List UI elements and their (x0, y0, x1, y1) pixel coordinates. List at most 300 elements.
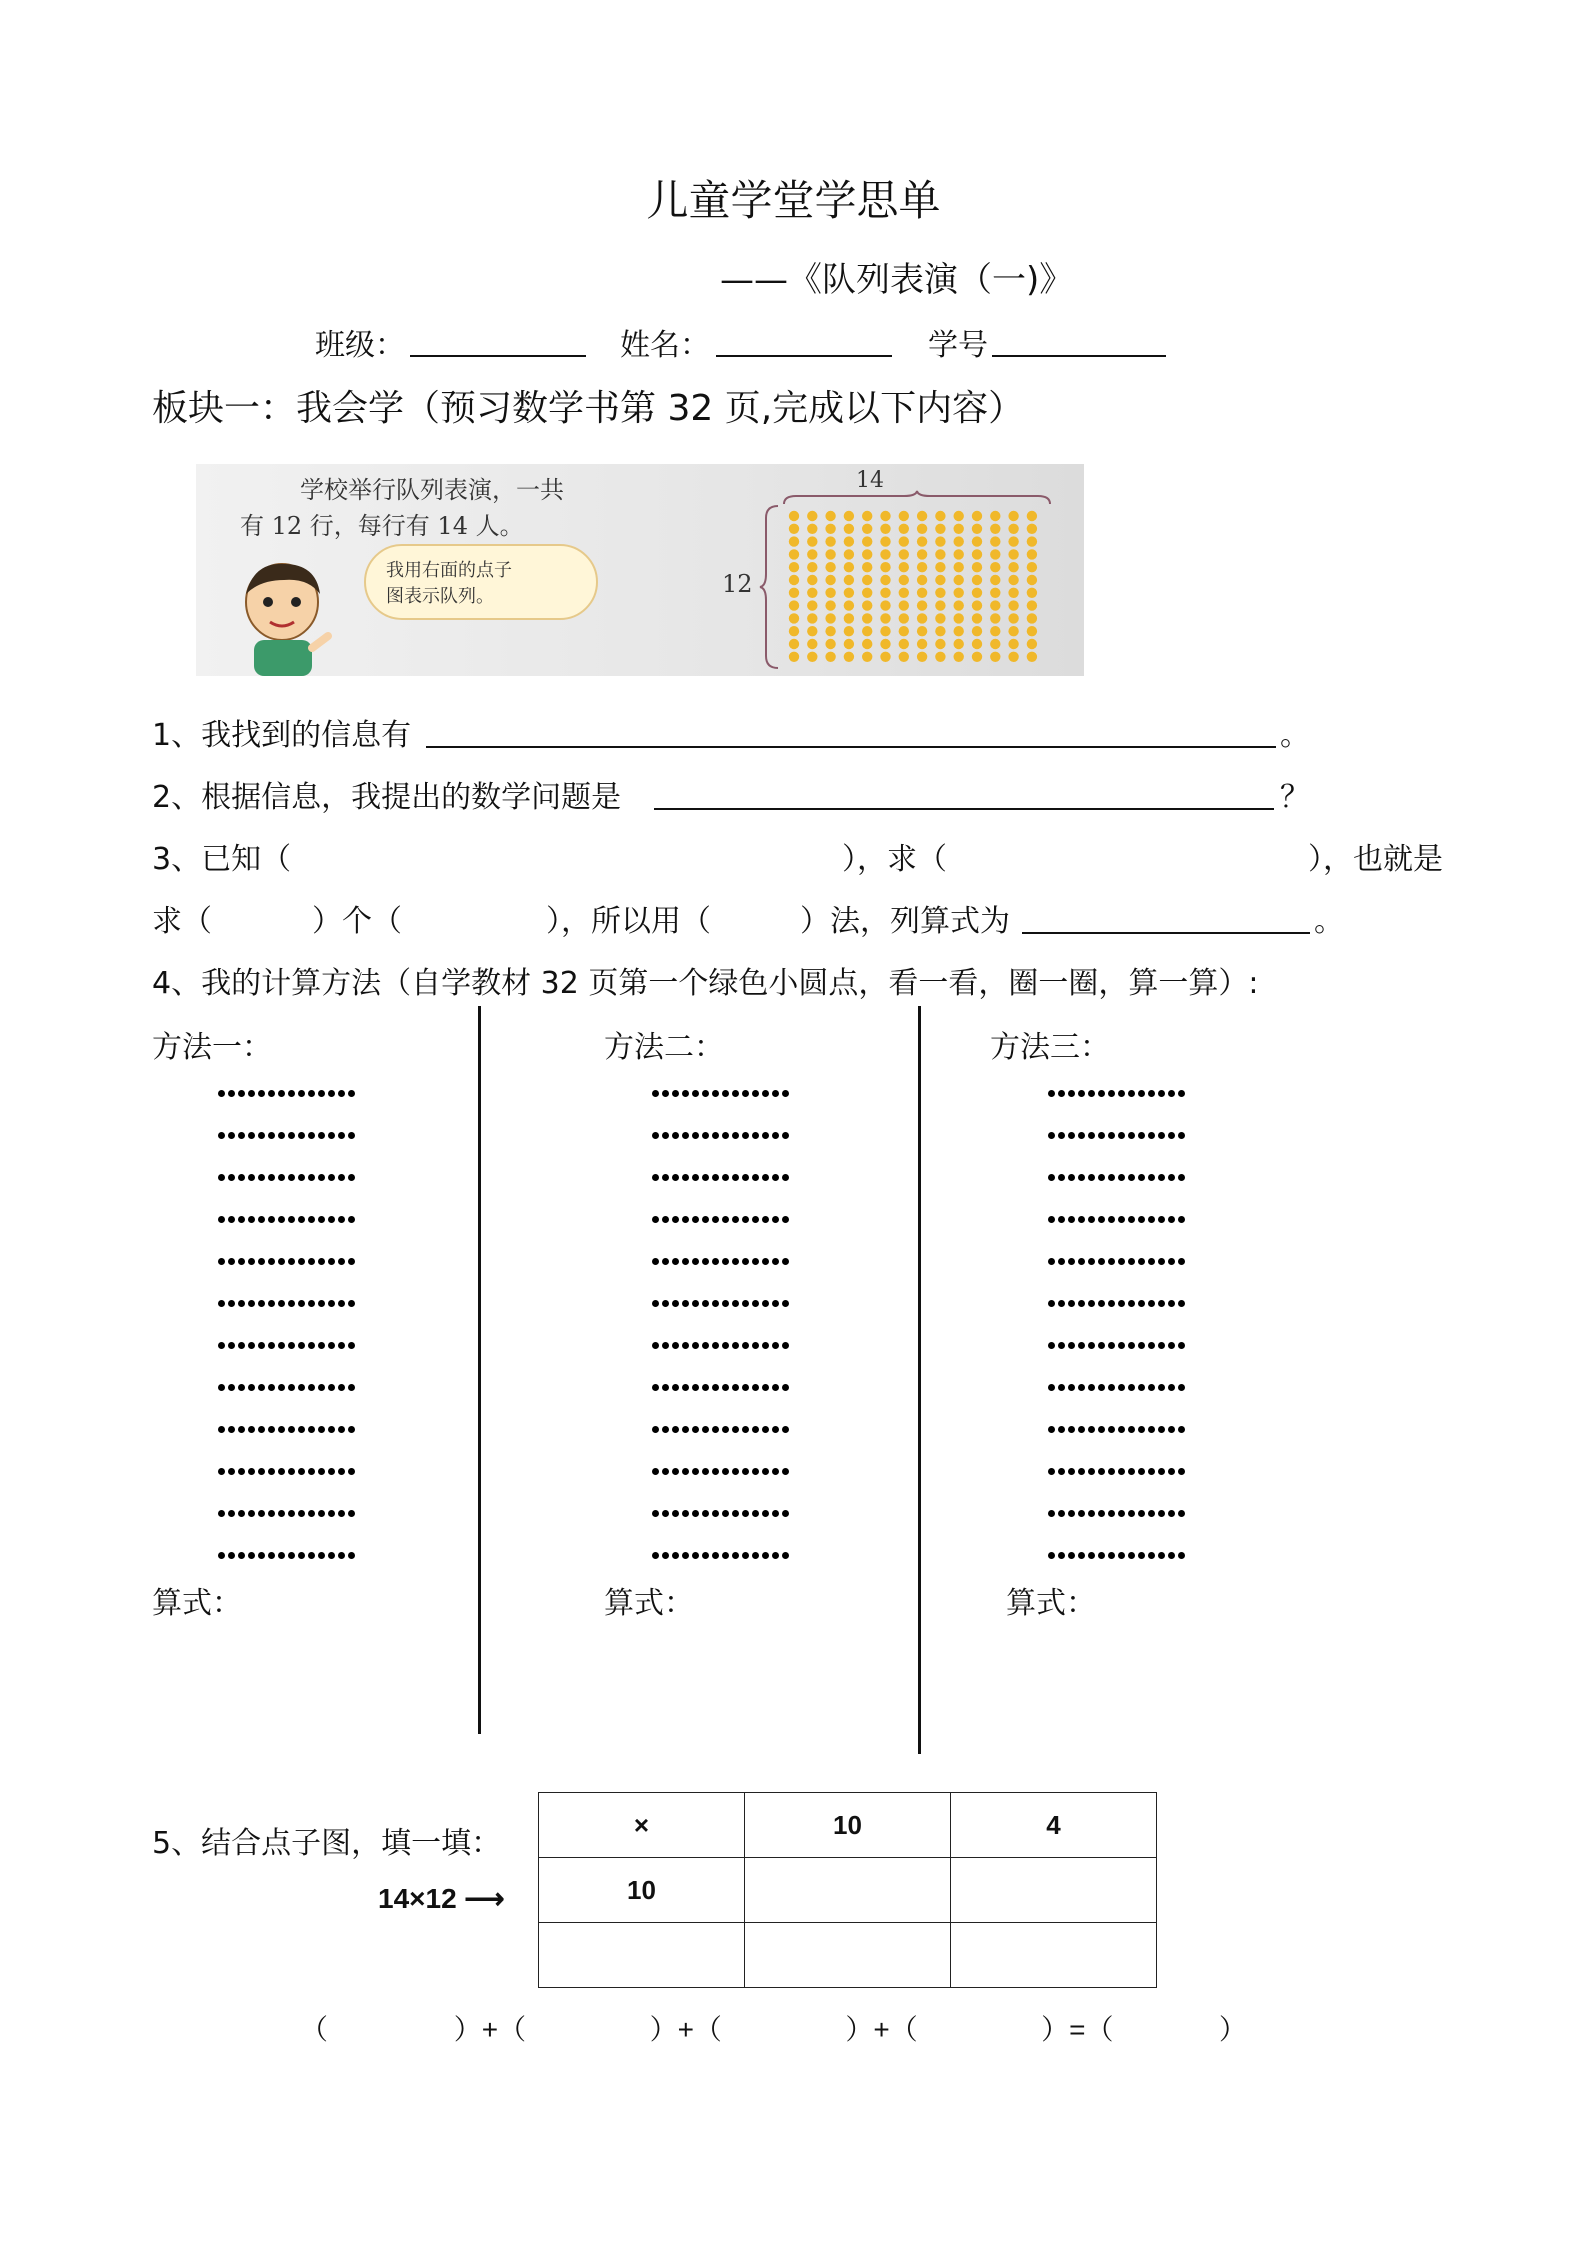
dot (338, 1384, 345, 1391)
dot (1128, 1426, 1135, 1433)
gold-dot (935, 652, 945, 662)
dot (1138, 1216, 1145, 1223)
dot (278, 1426, 285, 1433)
dot (348, 1468, 355, 1475)
dot-row (652, 1408, 792, 1450)
dot (752, 1216, 759, 1223)
dot (278, 1384, 285, 1391)
dot (338, 1426, 345, 1433)
gold-dot (825, 524, 835, 534)
dot-row (1048, 1408, 1188, 1450)
table-answer-cell[interactable] (951, 1858, 1157, 1923)
dot (712, 1132, 719, 1139)
dot (712, 1510, 719, 1517)
dot (702, 1342, 709, 1349)
gold-dot (862, 600, 872, 610)
dot (218, 1552, 225, 1559)
gold-dot (899, 511, 909, 521)
dot (348, 1258, 355, 1265)
dot (1178, 1384, 1185, 1391)
gold-dot (954, 639, 964, 649)
dot (1148, 1216, 1155, 1223)
dot (1178, 1174, 1185, 1181)
page-title: 儿童学堂学思单 (646, 176, 941, 225)
method-3-dot-grid[interactable] (1048, 1072, 1188, 1576)
dot (662, 1468, 669, 1475)
dot (288, 1426, 295, 1433)
dot (1068, 1258, 1075, 1265)
dot (692, 1342, 699, 1349)
dot (218, 1342, 225, 1349)
dot (288, 1174, 295, 1181)
dot (338, 1258, 345, 1265)
gold-dot (807, 549, 817, 559)
gold-dot (789, 588, 799, 598)
dot (248, 1132, 255, 1139)
dot (742, 1090, 749, 1097)
dot (782, 1552, 789, 1559)
dot (732, 1300, 739, 1307)
dot (218, 1090, 225, 1097)
table-answer-cell[interactable] (951, 1923, 1157, 1988)
dot (722, 1174, 729, 1181)
gold-dot (954, 562, 964, 572)
method-2-dot-grid[interactable] (652, 1072, 792, 1576)
gold-dot (880, 613, 890, 623)
gold-dot (954, 549, 964, 559)
dot (1108, 1216, 1115, 1223)
gold-dot (1008, 549, 1018, 559)
gold-dot (899, 639, 909, 649)
dot (1098, 1258, 1105, 1265)
dot (278, 1216, 285, 1223)
dot-row (1048, 1072, 1188, 1114)
dot (742, 1426, 749, 1433)
dot (1078, 1510, 1085, 1517)
dot (752, 1468, 759, 1475)
gold-dot (862, 562, 872, 572)
dot-row (218, 1198, 358, 1240)
dot (238, 1258, 245, 1265)
dot (1128, 1132, 1135, 1139)
dot-row (218, 1072, 358, 1114)
dot (1158, 1384, 1165, 1391)
dot (1118, 1552, 1125, 1559)
question-4: 4、我的计算方法（自学教材 32 页第一个绿色小圆点，看一看，圈一圈，算一算）: (152, 966, 1259, 1001)
gold-dot (862, 549, 872, 559)
dot (732, 1426, 739, 1433)
dot (1108, 1258, 1115, 1265)
gold-dot (935, 575, 945, 585)
dot (662, 1132, 669, 1139)
dot (278, 1174, 285, 1181)
dot (1078, 1300, 1085, 1307)
dot (722, 1342, 729, 1349)
dot (298, 1300, 305, 1307)
dot (1148, 1090, 1155, 1097)
dot (1148, 1468, 1155, 1475)
dot (702, 1426, 709, 1433)
dot (1098, 1468, 1105, 1475)
dot (1128, 1216, 1135, 1223)
dot (762, 1090, 769, 1097)
gold-dot (935, 588, 945, 598)
dot (318, 1426, 325, 1433)
dot (692, 1426, 699, 1433)
dot-row (218, 1450, 358, 1492)
dot (338, 1174, 345, 1181)
gold-dot (807, 511, 817, 521)
gold-dot (1008, 600, 1018, 610)
gold-dot (807, 524, 817, 534)
dot (1118, 1468, 1125, 1475)
gold-dot (917, 600, 927, 610)
dot (1118, 1300, 1125, 1307)
gold-dot (880, 536, 890, 546)
gold-dot-grid (784, 508, 1052, 668)
dot (1158, 1426, 1165, 1433)
gold-dot (862, 524, 872, 534)
question-3-known: 3、已知（ (152, 842, 292, 877)
name-field[interactable] (716, 355, 892, 357)
dot (1048, 1174, 1055, 1181)
gold-dot (899, 524, 909, 534)
dot (1138, 1258, 1145, 1265)
dot (722, 1426, 729, 1433)
dot (218, 1258, 225, 1265)
dot (1098, 1384, 1105, 1391)
dot (752, 1342, 759, 1349)
gold-dot (844, 511, 854, 521)
dot (722, 1300, 729, 1307)
dot (652, 1510, 659, 1517)
question-3-that-is: ），也就是 (1308, 842, 1443, 877)
dot-row (218, 1114, 358, 1156)
dot (1108, 1552, 1115, 1559)
gold-dot (917, 562, 927, 572)
dot (1048, 1510, 1055, 1517)
dot (1098, 1510, 1105, 1517)
dot (338, 1090, 345, 1097)
dot (652, 1342, 659, 1349)
gold-dot (990, 511, 1000, 521)
dot (1158, 1300, 1165, 1307)
dot (672, 1426, 679, 1433)
dot (318, 1468, 325, 1475)
dot (742, 1300, 749, 1307)
gold-dot (972, 613, 982, 623)
dot (722, 1258, 729, 1265)
dot (328, 1342, 335, 1349)
dot (328, 1426, 335, 1433)
dot (732, 1468, 739, 1475)
dot (1178, 1216, 1185, 1223)
page-subtitle: ——《队列表演（一)》 (720, 260, 1074, 300)
dot (652, 1174, 659, 1181)
dot (772, 1216, 779, 1223)
dot (218, 1300, 225, 1307)
method-divider-1 (478, 1006, 481, 1734)
dot (1058, 1090, 1065, 1097)
dot (662, 1090, 669, 1097)
dot (782, 1468, 789, 1475)
dot (328, 1216, 335, 1223)
dot (1178, 1552, 1185, 1559)
gold-dot (880, 524, 890, 534)
dot (238, 1090, 245, 1097)
dot (248, 1426, 255, 1433)
dot (1068, 1132, 1075, 1139)
dot-row (218, 1534, 358, 1576)
dot (782, 1216, 789, 1223)
dot (722, 1552, 729, 1559)
gold-dot (807, 575, 817, 585)
dot (742, 1384, 749, 1391)
paren-segment: ）+（ (845, 2014, 918, 2045)
gold-dot (1027, 511, 1037, 521)
gold-dot (825, 600, 835, 610)
dot (1068, 1552, 1075, 1559)
dot (1118, 1174, 1125, 1181)
dot (1098, 1342, 1105, 1349)
gold-dot (1027, 588, 1037, 598)
dot (1148, 1510, 1155, 1517)
gold-dot (1008, 639, 1018, 649)
dot (1098, 1216, 1105, 1223)
gold-dot (1027, 600, 1037, 610)
dot (742, 1132, 749, 1139)
dot (1048, 1300, 1055, 1307)
dot (1058, 1300, 1065, 1307)
dot (722, 1384, 729, 1391)
dot (1148, 1132, 1155, 1139)
dot (1178, 1132, 1185, 1139)
dot (672, 1174, 679, 1181)
dot (1138, 1174, 1145, 1181)
dot (752, 1552, 759, 1559)
dot (782, 1342, 789, 1349)
dot (288, 1468, 295, 1475)
dot (1138, 1510, 1145, 1517)
gold-dot (917, 652, 927, 662)
gold-dot (935, 511, 945, 521)
q1-answer-line[interactable] (426, 746, 1276, 748)
gold-dot (917, 639, 927, 649)
dot (752, 1510, 759, 1517)
method-1-formula-label: 算式： (152, 1586, 242, 1621)
gold-dot (935, 524, 945, 534)
gold-dot (972, 639, 982, 649)
dot (228, 1468, 235, 1475)
gold-dot (990, 562, 1000, 572)
dot (1098, 1132, 1105, 1139)
gold-dot (825, 536, 835, 546)
dot (1158, 1174, 1165, 1181)
dot (318, 1132, 325, 1139)
dot (762, 1132, 769, 1139)
dot (298, 1426, 305, 1433)
dot (682, 1132, 689, 1139)
dot (268, 1468, 275, 1475)
dot (702, 1132, 709, 1139)
gold-dot (954, 588, 964, 598)
dot (268, 1300, 275, 1307)
q2-answer-line[interactable] (654, 808, 1274, 810)
gold-dot (1008, 536, 1018, 546)
gold-dot (807, 562, 817, 572)
method-1-dot-grid[interactable] (218, 1072, 358, 1576)
dot (348, 1300, 355, 1307)
dot (1108, 1510, 1115, 1517)
dot (238, 1384, 245, 1391)
table-answer-cell[interactable] (539, 1923, 745, 1988)
gold-dot (789, 536, 799, 546)
dot (772, 1300, 779, 1307)
dot-row (652, 1198, 792, 1240)
name-label: 姓名： (620, 328, 710, 363)
dot (662, 1510, 669, 1517)
method-2-formula-label: 算式： (604, 1586, 694, 1621)
dot (228, 1258, 235, 1265)
dot (318, 1342, 325, 1349)
dot (762, 1510, 769, 1517)
gold-dot (1027, 575, 1037, 585)
dot (772, 1174, 779, 1181)
table-answer-cell[interactable] (745, 1923, 951, 1988)
dot (258, 1510, 265, 1517)
dot-row (652, 1114, 792, 1156)
dot (238, 1510, 245, 1517)
dot (298, 1552, 305, 1559)
dot (662, 1342, 669, 1349)
dot (752, 1426, 759, 1433)
dot (348, 1090, 355, 1097)
dot (662, 1552, 669, 1559)
dot (662, 1300, 669, 1307)
dot (1148, 1174, 1155, 1181)
gold-dot (954, 600, 964, 610)
dot (258, 1300, 265, 1307)
dot (1108, 1342, 1115, 1349)
dot (338, 1552, 345, 1559)
gold-dot (990, 600, 1000, 610)
dot (782, 1384, 789, 1391)
dot (268, 1216, 275, 1223)
gold-dot (789, 524, 799, 534)
gold-dot (825, 511, 835, 521)
paren-segment: ）+（ (649, 2014, 722, 2045)
class-field[interactable] (410, 355, 586, 357)
dot (702, 1216, 709, 1223)
dot (268, 1426, 275, 1433)
dot (1098, 1300, 1105, 1307)
dot (1058, 1174, 1065, 1181)
dot (278, 1552, 285, 1559)
id-field[interactable] (992, 355, 1166, 357)
dot (298, 1468, 305, 1475)
gold-dot (954, 626, 964, 636)
dot (692, 1552, 699, 1559)
dot (672, 1468, 679, 1475)
dot (712, 1552, 719, 1559)
dot (692, 1468, 699, 1475)
dot (228, 1174, 235, 1181)
dot (692, 1384, 699, 1391)
gold-dot (789, 600, 799, 610)
dot (662, 1258, 669, 1265)
dot-row (218, 1492, 358, 1534)
dot (308, 1342, 315, 1349)
table-header-cell: × (539, 1793, 745, 1858)
gold-dot (789, 613, 799, 623)
table-header-cell: 10 (745, 1793, 951, 1858)
dot (702, 1510, 709, 1517)
dot (1138, 1300, 1145, 1307)
dot (318, 1090, 325, 1097)
class-label: 班级： (315, 328, 405, 363)
gold-dot (972, 511, 982, 521)
dot-row (652, 1492, 792, 1534)
q3-formula-line[interactable] (1022, 932, 1310, 934)
dot (1138, 1132, 1145, 1139)
dot (228, 1132, 235, 1139)
gold-dot (990, 536, 1000, 546)
gold-dot (1008, 562, 1018, 572)
dot (258, 1468, 265, 1475)
multiplication-table (538, 1792, 1157, 1988)
table-answer-cell[interactable] (745, 1858, 951, 1923)
dot (1128, 1258, 1135, 1265)
dot (248, 1300, 255, 1307)
dot (1048, 1258, 1055, 1265)
dot (298, 1090, 305, 1097)
dot (348, 1552, 355, 1559)
dot (1118, 1258, 1125, 1265)
gold-dot (807, 588, 817, 598)
dot (682, 1258, 689, 1265)
dot (772, 1552, 779, 1559)
dot (1048, 1426, 1055, 1433)
gold-dot (789, 639, 799, 649)
dot (702, 1258, 709, 1265)
gold-dot (917, 575, 927, 585)
dot-row (1048, 1492, 1188, 1534)
gold-dot (1008, 511, 1018, 521)
dot (662, 1384, 669, 1391)
dot (752, 1174, 759, 1181)
gold-dot (899, 575, 909, 585)
dot (318, 1510, 325, 1517)
dot (1068, 1384, 1075, 1391)
dot (672, 1300, 679, 1307)
dot (268, 1342, 275, 1349)
dot (652, 1216, 659, 1223)
dot (338, 1510, 345, 1517)
method-2-label: 方法二： (604, 1030, 724, 1065)
dot (1168, 1426, 1175, 1433)
dot (1168, 1468, 1175, 1475)
dot (258, 1216, 265, 1223)
dot (228, 1384, 235, 1391)
dot (1168, 1342, 1175, 1349)
dot (702, 1468, 709, 1475)
dot (1068, 1090, 1075, 1097)
dot (268, 1132, 275, 1139)
dot (732, 1174, 739, 1181)
dot (692, 1216, 699, 1223)
dot (712, 1426, 719, 1433)
dot (338, 1216, 345, 1223)
